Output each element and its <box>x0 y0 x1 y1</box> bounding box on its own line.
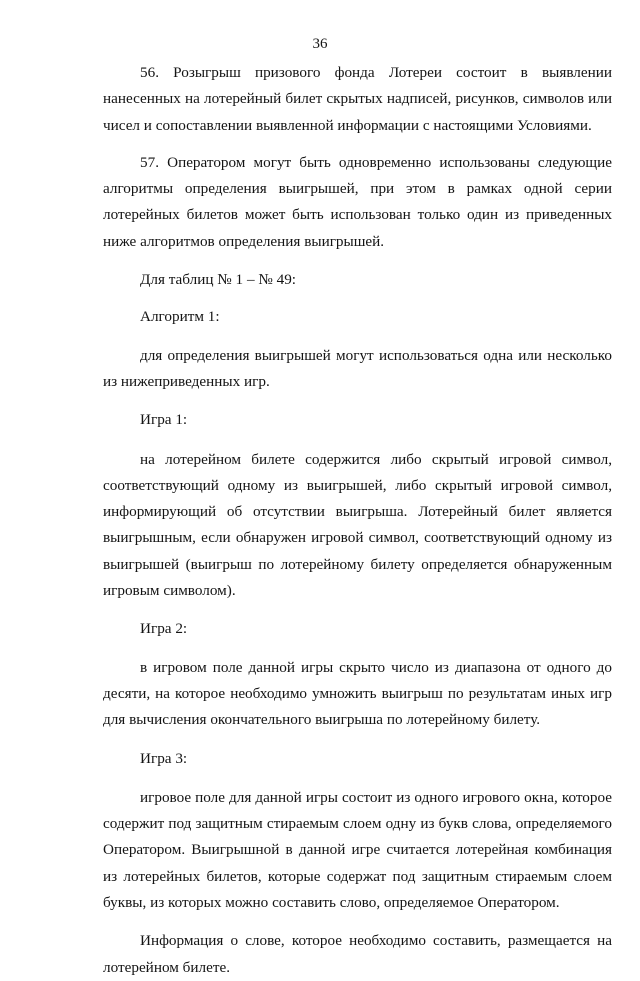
word-info-paragraph: Информация о слове, которое необходимо составить, размещается на лотерейном билете. <box>103 932 612 976</box>
game-2-description: в игровом поле данной игры скрыто число из диапазона от одного до десяти, на которое необходимо умножить выигрыш по результатам иных игр для вычисления окончательного выигрыша по лотерейному билету. <box>103 658 612 729</box>
algorithm-description: для определения выигрышей могут использоваться одна или несколько из нижеприведенных игр. <box>103 346 612 390</box>
game-3-label: Игра 3: <box>140 749 188 767</box>
game-3-description: игровое поле для данной игры состоит из одного игрового окна, которое содержит под защитным стираемым слоем одну из букв слова, определяемого Оператором. Выигрышной в данной игре считается лотерейная комбинация из лотерейных билетов, которые содержат под защитным стираемым слоем буквы, из которых можно составить слово, определяемое Оператором. <box>103 788 612 912</box>
tables-label: Для таблиц № 1 – № 49: <box>140 271 297 289</box>
algorithm-label: Алгоритм 1: <box>140 308 220 326</box>
game-1-description: на лотерейном билете содержится либо скрытый игровой символ, соответствующий одному из выигрышей, либо скрытый игровой символ, информирующий об отсутствии выигрыша. Лотерейный билет является выигрышным, если обнаружен игровой символ, соответствующий одному из выигрышей (выигрыш по лотерейному билету определяется обнаруженным игровым символом). <box>103 450 612 600</box>
paragraph-56: 56. Розыгрыш призового фонда Лотереи состоит в выявлении нанесенных на лотерейный билет скрытых надписей, рисунков, символов или чисел и сопоставлении выявленной информации с настоящими Условиями. <box>103 64 612 134</box>
document-body <box>103 60 612 981</box>
paragraph-57: 57. Оператором могут быть одновременно использованы следующие алгоритмы определения выигрышей, при этом в рамках одной серии лотерейных билетов может быть использован только один из приведенных ниже алгоритмов определения выигрышей. <box>103 153 612 250</box>
page-number: 36 <box>312 36 328 52</box>
game-1-label: Игра 1: <box>140 411 188 429</box>
game-2-label: Игра 2: <box>140 620 188 638</box>
